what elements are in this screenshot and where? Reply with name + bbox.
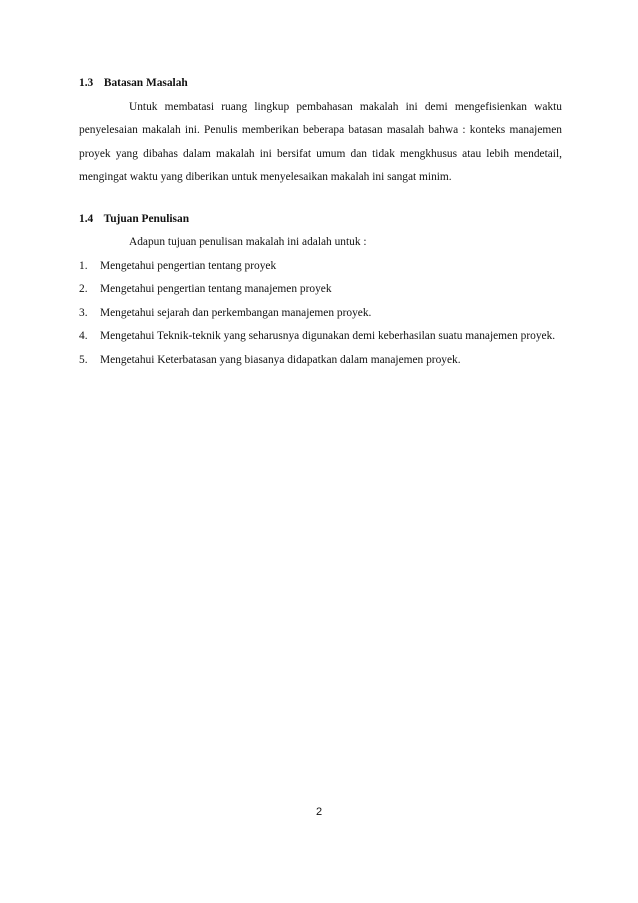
section-1-3-number: 1.3 <box>79 77 94 89</box>
list-item-marker: 1. <box>79 259 88 272</box>
list-item-text: Mengetahui sejarah dan perkembangan manajemen proyek. <box>100 306 372 319</box>
list-item-marker: 4. <box>79 330 88 342</box>
list-item-text: Mengetahui Keterbatasan yang biasanya didapatkan dalam manajemen proyek. <box>100 353 461 366</box>
list-item <box>79 302 562 326</box>
section-1-4-number: 1.4 <box>79 212 94 225</box>
section-spacer <box>79 190 562 208</box>
section-1-4-heading <box>79 208 562 232</box>
list-item-text: Mengetahui pengertian tentang manajemen proyek <box>100 283 332 295</box>
list-item <box>79 349 562 373</box>
list-item <box>79 278 562 302</box>
section-1-4-title: Tujuan Penulisan <box>103 212 190 225</box>
page-content <box>79 72 562 372</box>
objectives-list <box>79 255 562 373</box>
list-item <box>79 255 562 279</box>
list-item-text: Mengetahui Teknik-teknik yang seharusnya digunakan demi keberhasilan suatu manajemen proyek. <box>100 330 556 342</box>
list-item <box>79 325 562 349</box>
list-item-text: Mengetahui pengertian tentang proyek <box>100 259 277 272</box>
list-item-marker: 2. <box>79 283 88 295</box>
page-number: 2 <box>315 806 323 818</box>
list-item-marker: 5. <box>79 353 88 366</box>
section-1-3-title: Batasan Masalah <box>103 77 188 89</box>
list-item-marker: 3. <box>79 306 88 319</box>
section-1-4-intro: Adapun tujuan penulisan makalah ini adalah untuk : <box>129 236 367 248</box>
section-1-3-paragraph: Untuk membatasi ruang lingkup pembahasan makalah ini demi mengefisienkan waktu penyelesaian makalah ini. Penulis memberikan beberapa batasan masalah bahwa : konteks manajemen proyek yang dibahas dalam makalah ini bersifat umum dan tidak mengkhusus atau lebih mendetail, mengingat waktu yang diberikan untuk menyelesaikan makalah ini sangat minim. <box>79 100 562 183</box>
section-1-3-heading <box>79 72 562 96</box>
